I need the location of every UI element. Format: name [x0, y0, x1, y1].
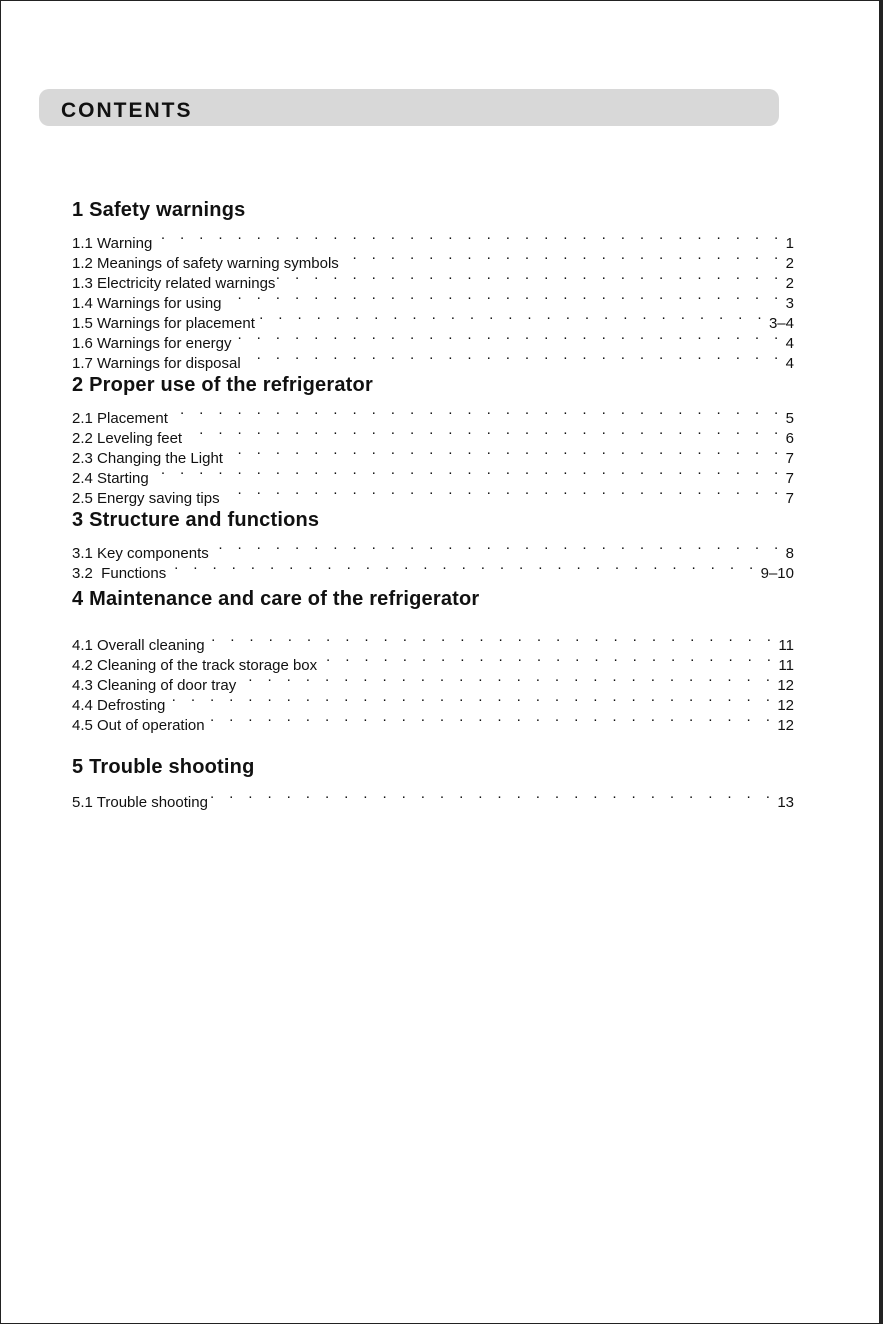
- toc-entry-page: 2: [785, 255, 794, 272]
- section-heading: 1 Safety warnings: [72, 199, 246, 221]
- dot-leader: [277, 268, 783, 288]
- dot-leader: [151, 463, 784, 483]
- dot-leader: [243, 348, 784, 368]
- dot-leader: [341, 248, 784, 268]
- dot-leader: [222, 483, 784, 503]
- dot-leader: [167, 690, 775, 710]
- toc-entry-label: 1.3 Electricity related warnings: [72, 275, 276, 292]
- toc-entry-label: 1.4 Warnings for using: [72, 295, 222, 312]
- dot-leader: [211, 538, 784, 558]
- contents-header-bar: [39, 89, 779, 126]
- toc-entry-label: 2.5 Energy saving tips: [72, 490, 220, 507]
- toc-entry-label: 2.3 Changing the Light: [72, 450, 223, 467]
- toc-entry-label: 1.5 Warnings for placement: [72, 315, 255, 332]
- toc-entry-label: 2.2 Leveling feet: [72, 430, 183, 447]
- toc-entry-label: 4.4 Defrosting: [72, 697, 166, 714]
- dot-leader: [224, 288, 784, 308]
- section-heading: 4 Maintenance and care of the refrigerator: [72, 588, 480, 610]
- toc-section-3: [72, 505, 794, 582]
- toc-entry-label: 2.4 Starting: [72, 470, 149, 487]
- dot-leader: [238, 670, 775, 690]
- dot-leader: [168, 558, 758, 578]
- toc-entry[interactable]: [72, 538, 794, 562]
- toc-entry[interactable]: [72, 248, 794, 272]
- toc-entry-page: 8: [785, 545, 794, 562]
- toc-entry-label: 4.1 Overall cleaning: [72, 637, 205, 654]
- dot-leader: [154, 228, 783, 248]
- toc-entry-page: 13: [777, 794, 794, 811]
- toc-entry[interactable]: [72, 463, 794, 487]
- toc-entry-page: 1: [785, 235, 794, 252]
- toc-entry[interactable]: [72, 483, 794, 507]
- toc-entry-label: 5.1 Trouble shooting: [72, 794, 208, 811]
- toc-entry-page: 9–10: [760, 565, 794, 582]
- dot-leader: [170, 403, 784, 423]
- toc-entry-page: 4: [785, 355, 794, 372]
- toc-section-1: [72, 195, 794, 372]
- toc-entry-page: 7: [785, 470, 794, 487]
- toc-entry-label: 1.6 Warnings for energy: [72, 335, 232, 352]
- toc-entry-page: 3: [785, 295, 794, 312]
- dot-leader: [210, 787, 775, 807]
- toc-entry-page: 7: [785, 450, 794, 467]
- toc-entry-label: 1.7 Warnings for disposal: [72, 355, 241, 372]
- toc-section-2: [72, 370, 794, 507]
- toc-entry[interactable]: [72, 690, 794, 714]
- section-heading: 2 Proper use of the refrigerator: [72, 374, 373, 396]
- toc-entry[interactable]: [72, 630, 794, 654]
- toc-entry-page: 11: [778, 637, 794, 654]
- dot-leader: [184, 423, 784, 443]
- toc-entry-label: 2.1 Placement: [72, 410, 168, 427]
- toc-section-5: [72, 752, 794, 811]
- dot-leader: [207, 710, 776, 730]
- toc-entry-page: 11: [778, 657, 794, 674]
- toc-entry-page: 12: [777, 717, 794, 734]
- toc-entry[interactable]: [72, 787, 794, 811]
- toc-entry-page: 4: [785, 335, 794, 352]
- toc-entry-page: 2: [785, 275, 794, 292]
- toc-entry[interactable]: [72, 558, 794, 582]
- toc-entry[interactable]: [72, 710, 794, 734]
- section-heading: 5 Trouble shooting: [72, 756, 255, 778]
- dot-leader: [225, 443, 784, 463]
- toc-entry-label: 4.2 Cleaning of the track storage box: [72, 657, 318, 674]
- dot-leader: [257, 308, 767, 328]
- toc-entry-label: 4.3 Cleaning of door tray: [72, 677, 237, 694]
- toc-entry-page: 5: [785, 410, 794, 427]
- toc-entry-label: 3.2 Functions: [72, 565, 167, 582]
- toc-section-4: [72, 584, 794, 734]
- page-title: CONTENTS: [61, 99, 193, 122]
- toc-entry-label: 4.5 Out of operation: [72, 717, 205, 734]
- toc-entry-label: 1.1 Warning: [72, 235, 153, 252]
- toc-entry-page: 12: [777, 677, 794, 694]
- toc-entry[interactable]: [72, 403, 794, 427]
- toc-entry-label: 3.1 Key components: [72, 545, 209, 562]
- dot-leader: [234, 328, 784, 348]
- table-of-contents: [72, 195, 794, 811]
- toc-entry[interactable]: [72, 228, 794, 252]
- toc-entry-page: 7: [785, 490, 794, 507]
- toc-entry-label: 1.2 Meanings of safety warning symbols: [72, 255, 339, 272]
- toc-entry-page: 6: [785, 430, 794, 447]
- toc-entry[interactable]: [72, 423, 794, 447]
- section-heading: 3 Structure and functions: [72, 509, 320, 531]
- toc-entry-page: 3–4: [768, 315, 794, 332]
- toc-entry-page: 12: [777, 697, 794, 714]
- dot-leader: [319, 650, 776, 670]
- page-edge: [879, 1, 882, 1323]
- dot-leader: [207, 630, 777, 650]
